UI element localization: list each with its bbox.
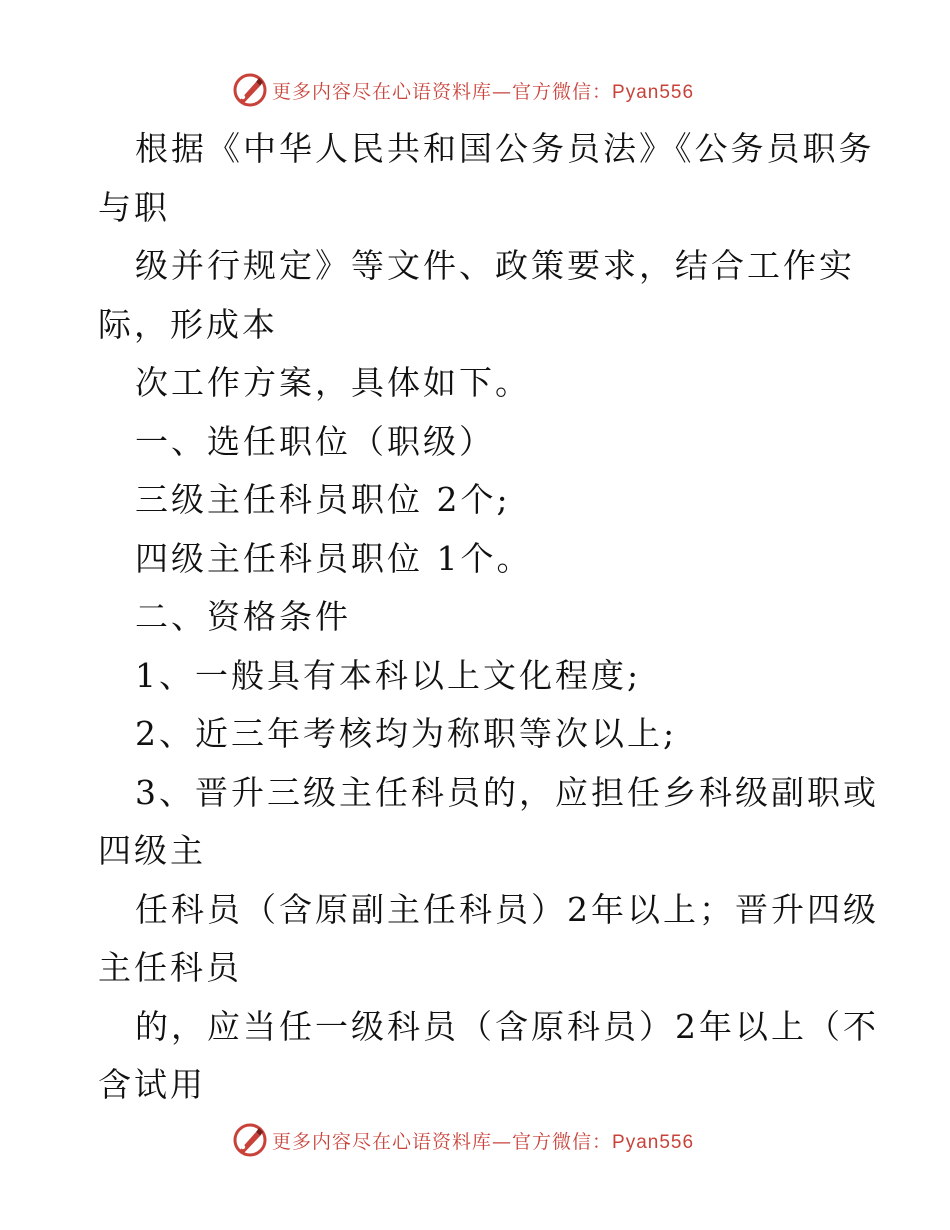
footer-banner-label: 更多内容尽在心语资料库—官方微信： <box>272 1130 613 1153</box>
text-line: 2、近三年考核均为称职等次以上; <box>135 714 678 753</box>
text-line: 1、一般具有本科以上文化程度; <box>135 655 642 695</box>
header-banner <box>232 70 694 110</box>
section-heading: 一、选任职位（职级） <box>135 421 495 461</box>
text-line: 含试用 <box>98 1065 206 1104</box>
body-text <box>98 120 879 1115</box>
header-banner-handle: Pyan556 <box>612 81 695 103</box>
text-line: 任科员（含原副主任科员）2年以上；晋升四级 <box>135 889 879 929</box>
pen-logo-icon <box>232 72 268 108</box>
text-line: 主任科员 <box>98 948 242 987</box>
text-line: 的，应当任一级科员（含原科员）2年以上（不 <box>135 1006 879 1046</box>
text-line: 次工作方案，具体如下。 <box>135 363 531 402</box>
header-banner-text <box>272 77 694 104</box>
footer-banner <box>232 1120 694 1160</box>
text-line: 根据《中华人民共和国公务员法》《公务员职务 <box>135 129 875 168</box>
text-line: 3、晋升三级主任科员的，应担任乡科级副职或 <box>135 772 879 812</box>
text-line: 与职 <box>98 187 170 227</box>
section-heading: 二、资格条件 <box>135 597 351 636</box>
text-line: 四级主 <box>98 831 206 870</box>
pen-logo-icon <box>232 1122 268 1158</box>
text-line: 三级主任科员职位 2个; <box>135 480 511 519</box>
header-banner-label: 更多内容尽在心语资料库—官方微信： <box>272 80 613 103</box>
footer-banner-handle: Pyan556 <box>612 1131 695 1153</box>
text-line: 级并行规定》等文件、政策要求，结合工作实 <box>135 246 855 285</box>
footer-banner-text <box>272 1127 694 1154</box>
text-line: 际，形成本 <box>98 304 278 344</box>
text-line: 四级主任科员职位 1个。 <box>135 538 533 578</box>
